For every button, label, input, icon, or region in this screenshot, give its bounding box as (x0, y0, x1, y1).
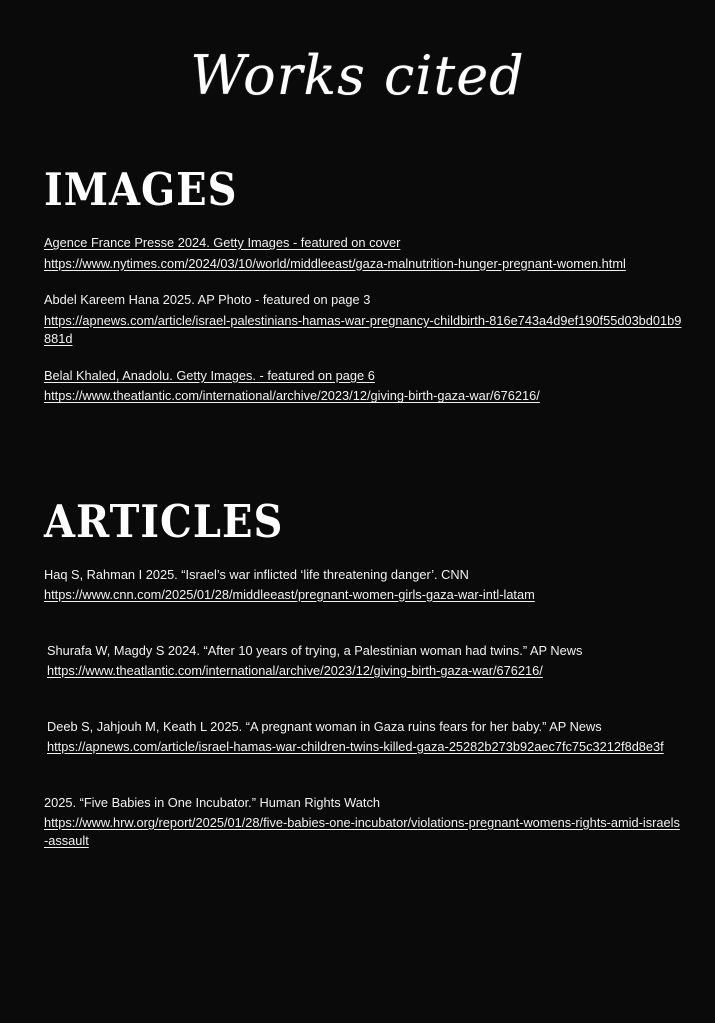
citation-entry (44, 291, 684, 349)
citation-entry (44, 566, 684, 604)
page-title: Works cited (190, 44, 525, 107)
section-heading-articles: ARTICLES (44, 495, 284, 549)
citation-text: Agence France Presse 2024. Getty Images - featured on cover (44, 235, 401, 250)
images-section (44, 163, 684, 424)
citation-text: Abdel Kareem Hana 2025. AP Photo - featured on page 3 (44, 292, 371, 308)
section-heading-images: IMAGES (44, 163, 238, 217)
citation-text: Belal Khaled, Anadolu. Getty Images. - featured on page 6 (44, 367, 375, 383)
citation-link[interactable]: https://www.hrw.org/report/2025/01/28/five-babies-one-incubator/violations-pregnant-womens-rights-amid-israels-assault (44, 814, 680, 849)
citation-entry (44, 718, 684, 756)
citation-link[interactable]: https://apnews.com/article/israel-palestinians-hamas-war-pregnancy-childbirth-816e743a4d9ef190f55d03bd01b9881d (44, 312, 682, 347)
articles-section (44, 495, 684, 889)
citation-entry (44, 367, 684, 406)
citation-text: 2025. “Five Babies in One Incubator.” Human Rights Watch (44, 795, 380, 811)
citation-entry (44, 794, 684, 851)
citation-link[interactable]: https://www.cnn.com/2025/01/28/middleeast/pregnant-women-girls-gaza-war-intl-latam (44, 586, 535, 602)
citation-text: Shurafa W, Magdy S 2024. “After 10 years of trying, a Palestinian woman had twins.” AP News (47, 643, 583, 659)
citation-link[interactable]: https://apnews.com/article/israel-hamas-war-children-twins-killed-gaza-25282b273b92aec7fc75c3212f8d8e3f (47, 738, 664, 754)
citation-link[interactable]: https://www.theatlantic.com/international/archive/2023/12/giving-birth-gaza-war/676216/ (44, 388, 540, 404)
citation-text: Deeb S, Jahjouh M, Keath L 2025. “A pregnant woman in Gaza ruins fears for her baby.” AP News (47, 719, 602, 735)
citation-text: Haq S, Rahman I 2025. “Israel’s war inflicted ‘life threatening danger’. CNN (44, 567, 469, 582)
citation-link[interactable]: https://www.theatlantic.com/international/archive/2023/12/giving-birth-gaza-war/676216/ (47, 662, 543, 678)
citation-link[interactable]: https://www.nytimes.com/2024/03/10/world/middleeast/gaza-malnutrition-hunger-pregnant-women.html (44, 255, 626, 271)
citation-entry (44, 642, 684, 680)
citation-entry (44, 234, 684, 273)
